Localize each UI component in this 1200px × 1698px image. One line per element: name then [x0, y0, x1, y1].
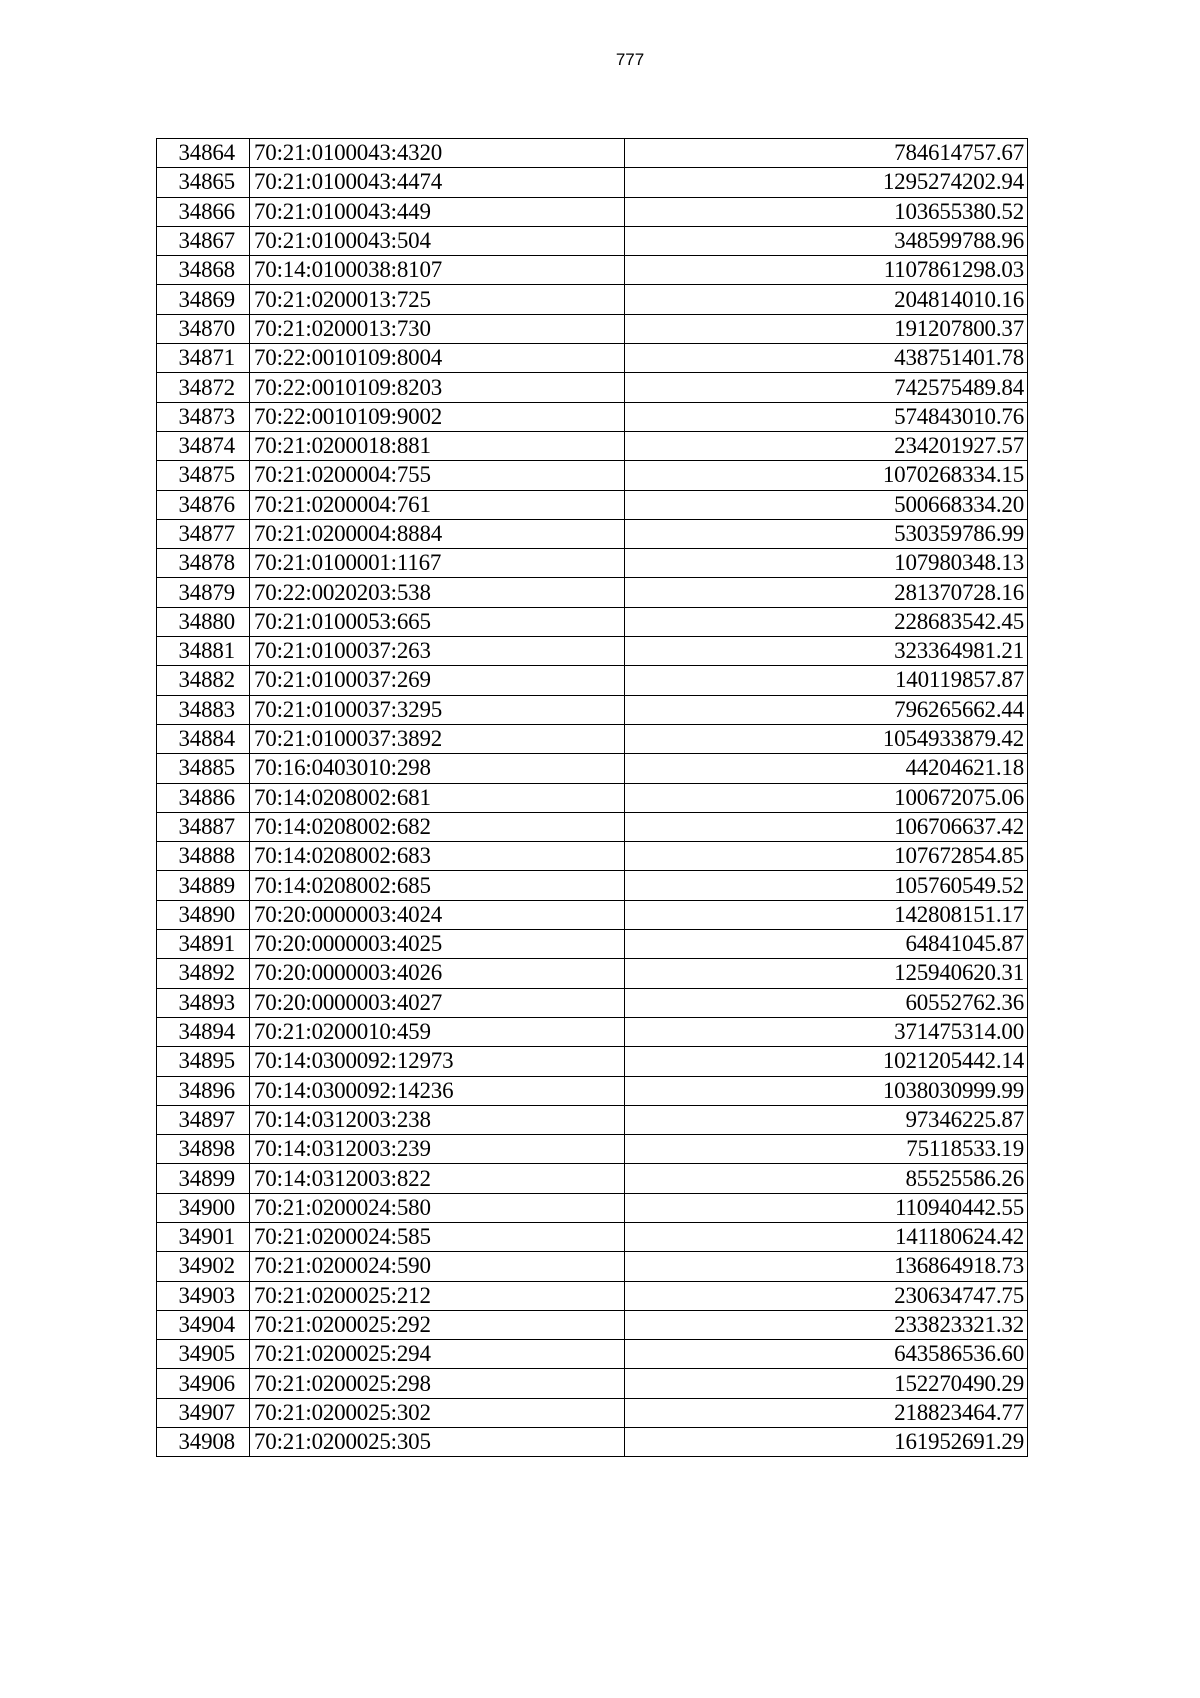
row-number-cell: 34867	[157, 226, 250, 255]
row-number-cell: 34871	[157, 344, 250, 373]
row-number-cell: 34893	[157, 988, 250, 1017]
row-number-cell: 34874	[157, 431, 250, 460]
page-number	[0, 50, 1200, 70]
table-row	[157, 695, 1028, 724]
table-row	[157, 549, 1028, 578]
cadastral-number-cell: 70:21:0100043:504	[250, 226, 625, 255]
row-number-cell: 34866	[157, 197, 250, 226]
table-row	[157, 1252, 1028, 1281]
row-number-cell: 34905	[157, 1340, 250, 1369]
table-row	[157, 139, 1028, 168]
table-row	[157, 959, 1028, 988]
table-row	[157, 724, 1028, 753]
row-number-cell: 34907	[157, 1398, 250, 1427]
row-number-cell: 34868	[157, 256, 250, 285]
cadastral-value-cell: 438751401.78	[625, 344, 1028, 373]
cadastral-number-cell: 70:20:0000003:4024	[250, 900, 625, 929]
cadastral-number-cell: 70:14:0300092:14236	[250, 1076, 625, 1105]
table-row	[157, 578, 1028, 607]
cadastral-value-cell: 204814010.16	[625, 285, 1028, 314]
row-number-cell: 34903	[157, 1281, 250, 1310]
cadastral-number-cell: 70:22:0020203:538	[250, 578, 625, 607]
cadastral-value-cell: 191207800.37	[625, 314, 1028, 343]
row-number-cell: 34875	[157, 461, 250, 490]
cadastral-value-cell: 234201927.57	[625, 431, 1028, 460]
cadastral-number-cell: 70:21:0200025:302	[250, 1398, 625, 1427]
cadastral-value-cell: 106706637.42	[625, 812, 1028, 841]
cadastral-value-cell: 218823464.77	[625, 1398, 1028, 1427]
table-row	[157, 519, 1028, 548]
table-row	[157, 1135, 1028, 1164]
table-row	[157, 256, 1028, 285]
row-number-cell: 34904	[157, 1310, 250, 1339]
cadastral-value-cell: 348599788.96	[625, 226, 1028, 255]
cadastral-number-cell: 70:21:0200013:730	[250, 314, 625, 343]
row-number-cell: 34882	[157, 666, 250, 695]
row-number-cell: 34892	[157, 959, 250, 988]
row-number-cell: 34870	[157, 314, 250, 343]
cadastral-number-cell: 70:21:0200004:8884	[250, 519, 625, 548]
cadastral-number-cell: 70:14:0208002:683	[250, 842, 625, 871]
cadastral-number-cell: 70:21:0100037:3892	[250, 724, 625, 753]
cadastral-value-cell: 105760549.52	[625, 871, 1028, 900]
cadastral-number-cell: 70:14:0312003:238	[250, 1105, 625, 1134]
cadastral-number-cell: 70:21:0200024:585	[250, 1222, 625, 1251]
row-number-cell: 34876	[157, 490, 250, 519]
cadastral-value-cell: 44204621.18	[625, 754, 1028, 783]
page-number-text: 777	[615, 50, 645, 69]
table-row	[157, 783, 1028, 812]
row-number-cell: 34895	[157, 1047, 250, 1076]
cadastral-number-cell: 70:20:0000003:4025	[250, 930, 625, 959]
cadastral-value-cell: 500668334.20	[625, 490, 1028, 519]
table-row	[157, 1398, 1028, 1427]
table-row	[157, 1428, 1028, 1457]
row-number-cell: 34894	[157, 1017, 250, 1046]
cadastral-value-cell: 125940620.31	[625, 959, 1028, 988]
row-number-cell: 34879	[157, 578, 250, 607]
row-number-cell: 34883	[157, 695, 250, 724]
cadastral-value-cell: 60552762.36	[625, 988, 1028, 1017]
row-number-cell: 34908	[157, 1428, 250, 1457]
table-row	[157, 900, 1028, 929]
row-number-cell: 34888	[157, 842, 250, 871]
table-row	[157, 226, 1028, 255]
row-number-cell: 34891	[157, 930, 250, 959]
cadastral-value-cell: 85525586.26	[625, 1164, 1028, 1193]
cadastral-number-cell: 70:21:0100037:263	[250, 637, 625, 666]
row-number-cell: 34881	[157, 637, 250, 666]
cadastral-value-cell: 136864918.73	[625, 1252, 1028, 1281]
cadastral-value-cell: 142808151.17	[625, 900, 1028, 929]
cadastral-number-cell: 70:21:0200025:305	[250, 1428, 625, 1457]
row-number-cell: 34897	[157, 1105, 250, 1134]
cadastral-number-cell: 70:21:0100001:1167	[250, 549, 625, 578]
cadastral-value-cell: 110940442.55	[625, 1193, 1028, 1222]
cadastral-number-cell: 70:21:0200013:725	[250, 285, 625, 314]
cadastral-value-cell: 742575489.84	[625, 373, 1028, 402]
row-number-cell: 34865	[157, 168, 250, 197]
table-row	[157, 168, 1028, 197]
cadastral-number-cell: 70:21:0100037:3295	[250, 695, 625, 724]
table-row	[157, 1105, 1028, 1134]
row-number-cell: 34902	[157, 1252, 250, 1281]
row-number-cell: 34864	[157, 139, 250, 168]
cadastral-value-cell: 1295274202.94	[625, 168, 1028, 197]
row-number-cell: 34878	[157, 549, 250, 578]
table-row	[157, 1017, 1028, 1046]
table-row	[157, 461, 1028, 490]
table-row	[157, 402, 1028, 431]
table-row	[157, 1310, 1028, 1339]
table-body	[157, 139, 1028, 1457]
row-number-cell: 34898	[157, 1135, 250, 1164]
row-number-cell: 34880	[157, 607, 250, 636]
cadastral-value-cell: 643586536.60	[625, 1340, 1028, 1369]
cadastral-value-table	[156, 138, 1028, 1457]
table-row	[157, 842, 1028, 871]
cadastral-value-cell: 152270490.29	[625, 1369, 1028, 1398]
table-row	[157, 285, 1028, 314]
cadastral-value-cell: 281370728.16	[625, 578, 1028, 607]
table-row	[157, 812, 1028, 841]
table-row	[157, 373, 1028, 402]
cadastral-value-cell: 323364981.21	[625, 637, 1028, 666]
table-row	[157, 1222, 1028, 1251]
cadastral-value-cell: 1107861298.03	[625, 256, 1028, 285]
cadastral-number-cell: 70:14:0312003:822	[250, 1164, 625, 1193]
table-row	[157, 1369, 1028, 1398]
row-number-cell: 34900	[157, 1193, 250, 1222]
table-row	[157, 666, 1028, 695]
cadastral-number-cell: 70:22:0010109:8004	[250, 344, 625, 373]
cadastral-number-cell: 70:21:0200004:761	[250, 490, 625, 519]
table-row	[157, 1340, 1028, 1369]
cadastral-value-cell: 233823321.32	[625, 1310, 1028, 1339]
cadastral-number-cell: 70:21:0200025:212	[250, 1281, 625, 1310]
cadastral-value-cell: 100672075.06	[625, 783, 1028, 812]
row-number-cell: 34901	[157, 1222, 250, 1251]
cadastral-value-cell: 103655380.52	[625, 197, 1028, 226]
row-number-cell: 34889	[157, 871, 250, 900]
cadastral-value-cell: 1021205442.14	[625, 1047, 1028, 1076]
cadastral-number-cell: 70:21:0200025:294	[250, 1340, 625, 1369]
cadastral-value-cell: 784614757.67	[625, 139, 1028, 168]
cadastral-number-cell: 70:14:0208002:682	[250, 812, 625, 841]
cadastral-value-cell: 228683542.45	[625, 607, 1028, 636]
table-row	[157, 1076, 1028, 1105]
table-row	[157, 431, 1028, 460]
cadastral-number-cell: 70:14:0208002:685	[250, 871, 625, 900]
table-row	[157, 637, 1028, 666]
cadastral-number-cell: 70:21:0100043:449	[250, 197, 625, 226]
row-number-cell: 34899	[157, 1164, 250, 1193]
cadastral-value-cell: 97346225.87	[625, 1105, 1028, 1134]
cadastral-number-cell: 70:14:0100038:8107	[250, 256, 625, 285]
cadastral-number-cell: 70:20:0000003:4027	[250, 988, 625, 1017]
cadastral-value-cell: 530359786.99	[625, 519, 1028, 548]
table-row	[157, 197, 1028, 226]
table-row	[157, 930, 1028, 959]
table-row	[157, 988, 1028, 1017]
table-row	[157, 1047, 1028, 1076]
cadastral-value-cell: 230634747.75	[625, 1281, 1028, 1310]
cadastral-value-cell: 141180624.42	[625, 1222, 1028, 1251]
cadastral-number-cell: 70:21:0100043:4320	[250, 139, 625, 168]
cadastral-value-cell: 371475314.00	[625, 1017, 1028, 1046]
cadastral-number-cell: 70:21:0200010:459	[250, 1017, 625, 1046]
cadastral-number-cell: 70:21:0200024:590	[250, 1252, 625, 1281]
cadastral-number-cell: 70:21:0100043:4474	[250, 168, 625, 197]
cadastral-number-cell: 70:22:0010109:9002	[250, 402, 625, 431]
row-number-cell: 34869	[157, 285, 250, 314]
cadastral-number-cell: 70:20:0000003:4026	[250, 959, 625, 988]
cadastral-number-cell: 70:21:0200024:580	[250, 1193, 625, 1222]
table-row	[157, 490, 1028, 519]
cadastral-number-cell: 70:21:0100053:665	[250, 607, 625, 636]
cadastral-value-cell: 107672854.85	[625, 842, 1028, 871]
row-number-cell: 34872	[157, 373, 250, 402]
row-number-cell: 34873	[157, 402, 250, 431]
table-row	[157, 314, 1028, 343]
cadastral-value-cell: 1054933879.42	[625, 724, 1028, 753]
table-row	[157, 1164, 1028, 1193]
cadastral-value-cell: 75118533.19	[625, 1135, 1028, 1164]
table-row	[157, 344, 1028, 373]
cadastral-number-cell: 70:21:0200018:881	[250, 431, 625, 460]
table-row	[157, 1281, 1028, 1310]
table-row	[157, 754, 1028, 783]
cadastral-value-cell: 796265662.44	[625, 695, 1028, 724]
cadastral-number-cell: 70:21:0100037:269	[250, 666, 625, 695]
cadastral-number-cell: 70:16:0403010:298	[250, 754, 625, 783]
cadastral-value-cell: 1038030999.99	[625, 1076, 1028, 1105]
table-row	[157, 871, 1028, 900]
cadastral-number-cell: 70:22:0010109:8203	[250, 373, 625, 402]
row-number-cell: 34890	[157, 900, 250, 929]
cadastral-value-cell: 107980348.13	[625, 549, 1028, 578]
cadastral-number-cell: 70:21:0200004:755	[250, 461, 625, 490]
row-number-cell: 34885	[157, 754, 250, 783]
cadastral-value-cell: 1070268334.15	[625, 461, 1028, 490]
cadastral-value-cell: 161952691.29	[625, 1428, 1028, 1457]
cadastral-number-cell: 70:14:0208002:681	[250, 783, 625, 812]
row-number-cell: 34877	[157, 519, 250, 548]
cadastral-value-cell: 574843010.76	[625, 402, 1028, 431]
cadastral-number-cell: 70:14:0312003:239	[250, 1135, 625, 1164]
cadastral-number-cell: 70:14:0300092:12973	[250, 1047, 625, 1076]
cadastral-value-cell: 64841045.87	[625, 930, 1028, 959]
table-row	[157, 607, 1028, 636]
row-number-cell: 34896	[157, 1076, 250, 1105]
row-number-cell: 34906	[157, 1369, 250, 1398]
row-number-cell: 34886	[157, 783, 250, 812]
cadastral-number-cell: 70:21:0200025:292	[250, 1310, 625, 1339]
row-number-cell: 34887	[157, 812, 250, 841]
cadastral-value-cell: 140119857.87	[625, 666, 1028, 695]
row-number-cell: 34884	[157, 724, 250, 753]
cadastral-number-cell: 70:21:0200025:298	[250, 1369, 625, 1398]
table-row	[157, 1193, 1028, 1222]
